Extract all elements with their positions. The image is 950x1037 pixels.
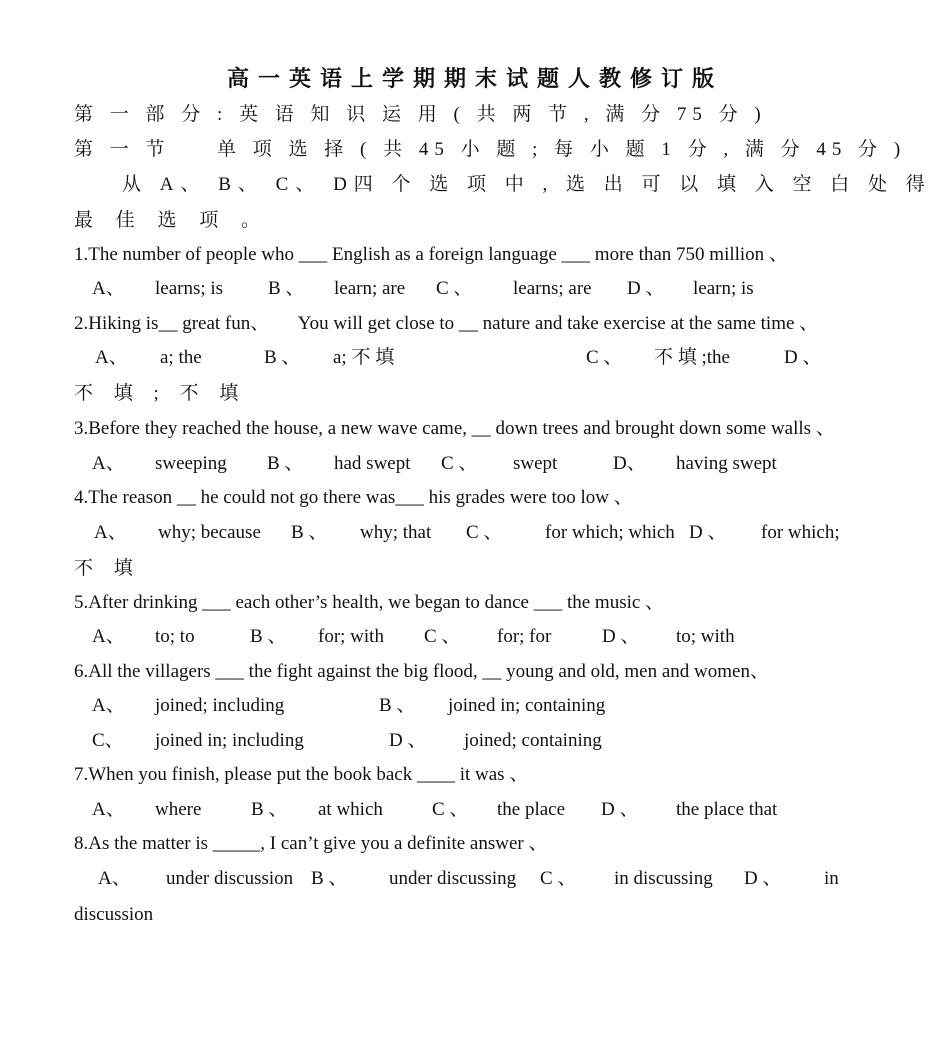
q3-option-a-letter: A、 [92,453,125,474]
question-stem-4: 4.The reason __ he could not go there was___ his grades were too low 、 [74,487,633,508]
q3-option-d-text: having swept [676,453,777,474]
q5-option-b-text: for; with [318,626,384,647]
q5-option-a-letter: A、 [92,626,125,647]
q6-option-c-text: joined in; including [155,730,304,751]
q8-option-d-text: in [824,868,839,889]
section-heading: 第 一 节 单 项 选 择 ( 共 45 小 题 ; 每 小 题 1 分 , 满 分 45 分 ) [74,139,907,160]
q4-option-d-text: for which; [761,522,840,543]
q2-option-c-text: 不 填 ;the [654,347,730,368]
q2-option-a-text: a; the [160,347,202,368]
q5-option-c-letter: C 、 [424,626,461,647]
question-stem-6: 6.All the villagers ___ the fight against the big flood, __ young and old, men and women、 [74,661,769,682]
q5-option-d-letter: D 、 [602,626,640,647]
q4-option-b-text: why; that [360,522,432,543]
q3-option-c-letter: C 、 [441,453,478,474]
part-heading: 第 一 部 分 : 英 语 知 识 运 用 ( 共 两 节 , 满 分 75 分 ) [74,104,767,125]
q1-option-d-letter: D 、 [627,278,665,299]
q8-option-a-text: under discussion [166,868,294,889]
q4-option-a-text: why; because [158,522,261,543]
q6-option-a-text: joined; including [155,695,285,716]
q5-option-c-text: for; for [497,626,552,647]
q1-option-b-text: learn; are [334,278,406,299]
q3-option-b-letter: B 、 [267,453,304,474]
q6-option-c-letter: C、 [92,730,124,751]
question-stem-1: 1.The number of people who ___ English as a foreign language ___ more than 750 million 、 [74,244,788,265]
q5-option-b-letter: B 、 [250,626,287,647]
q6-option-a-letter: A、 [92,695,125,716]
q1-option-a-letter: A、 [92,278,125,299]
q6-option-b-letter: B 、 [379,695,416,716]
q8-option-b-letter: B 、 [311,868,348,889]
q7-option-a-letter: A、 [92,799,125,820]
q2-option-c-letter: C 、 [586,347,623,368]
q4-option-c-letter: C 、 [466,522,503,543]
q8-option-d-continuation: discussion [74,904,154,925]
q3-option-b-text: had swept [334,453,411,474]
q2-option-d-text: 不 填 ; 不 填 [74,383,247,404]
q7-option-a-text: where [155,799,202,820]
q7-option-c-text: the place [497,799,566,820]
q8-option-b-text: under discussing [389,868,517,889]
q2-option-d-letter: D 、 [784,347,822,368]
q8-option-c-text: in discussing [614,868,713,889]
q1-option-a-text: learns; is [155,278,224,299]
q7-option-b-text: at which [318,799,383,820]
q1-option-d-text: learn; is [693,278,754,299]
q4-option-d-continuation: 不 填 [74,558,141,579]
q8-option-d-letter: D 、 [744,868,782,889]
q3-option-c-text: swept [513,453,558,474]
question-stem-5: 5.After drinking ___ each other’s health, we began to dance ___ the music 、 [74,592,665,613]
q8-option-c-letter: C 、 [540,868,577,889]
q4-option-d-letter: D 、 [689,522,727,543]
instruction-line-1: 从 A、 B、 C、 D四 个 选 项 中 , 选 出 可 以 填 入 空 白 处 得 [122,174,932,195]
q5-option-a-text: to; to [155,626,195,647]
q1-option-c-letter: C 、 [436,278,473,299]
q3-option-d-letter: D、 [613,453,646,474]
q4-option-a-letter: A、 [94,522,127,543]
q1-option-c-text: learns; are [513,278,592,299]
page-title: 高一英语上学期期末试题人教修订版 [226,67,723,92]
instruction-line-2: 最 佳 选 项 。 [74,210,270,231]
question-stem-3: 3.Before they reached the house, a new wave came, __ down trees and brought down some walls 、 [74,418,835,439]
q7-option-c-letter: C 、 [432,799,469,820]
q2-option-a-letter: A、 [95,347,128,368]
q2-option-b-letter: B 、 [264,347,301,368]
q1-option-b-letter: B 、 [268,278,305,299]
q5-option-d-text: to; with [676,626,735,647]
q6-option-d-letter: D 、 [389,730,427,751]
q2-option-b-text: a; 不 填 [333,347,395,368]
q4-option-c-text: for which; which [545,522,675,543]
q8-option-a-letter: A、 [98,868,131,889]
question-stem-7: 7.When you finish, please put the book back ____ it was 、 [74,764,529,785]
q4-option-b-letter: B 、 [291,522,328,543]
q7-option-d-text: the place that [676,799,778,820]
q7-option-b-letter: B 、 [251,799,288,820]
q7-option-d-letter: D 、 [601,799,639,820]
q6-option-b-text: joined in; containing [448,695,606,716]
question-stem-8: 8.As the matter is _____, I can’t give you a definite answer 、 [74,833,548,854]
q3-option-a-text: sweeping [155,453,227,474]
q6-option-d-text: joined; containing [464,730,602,751]
question-stem-2: 2.Hiking is__ great fun、 You will get close to __ nature and take exercise at the same time 、 [74,313,819,334]
